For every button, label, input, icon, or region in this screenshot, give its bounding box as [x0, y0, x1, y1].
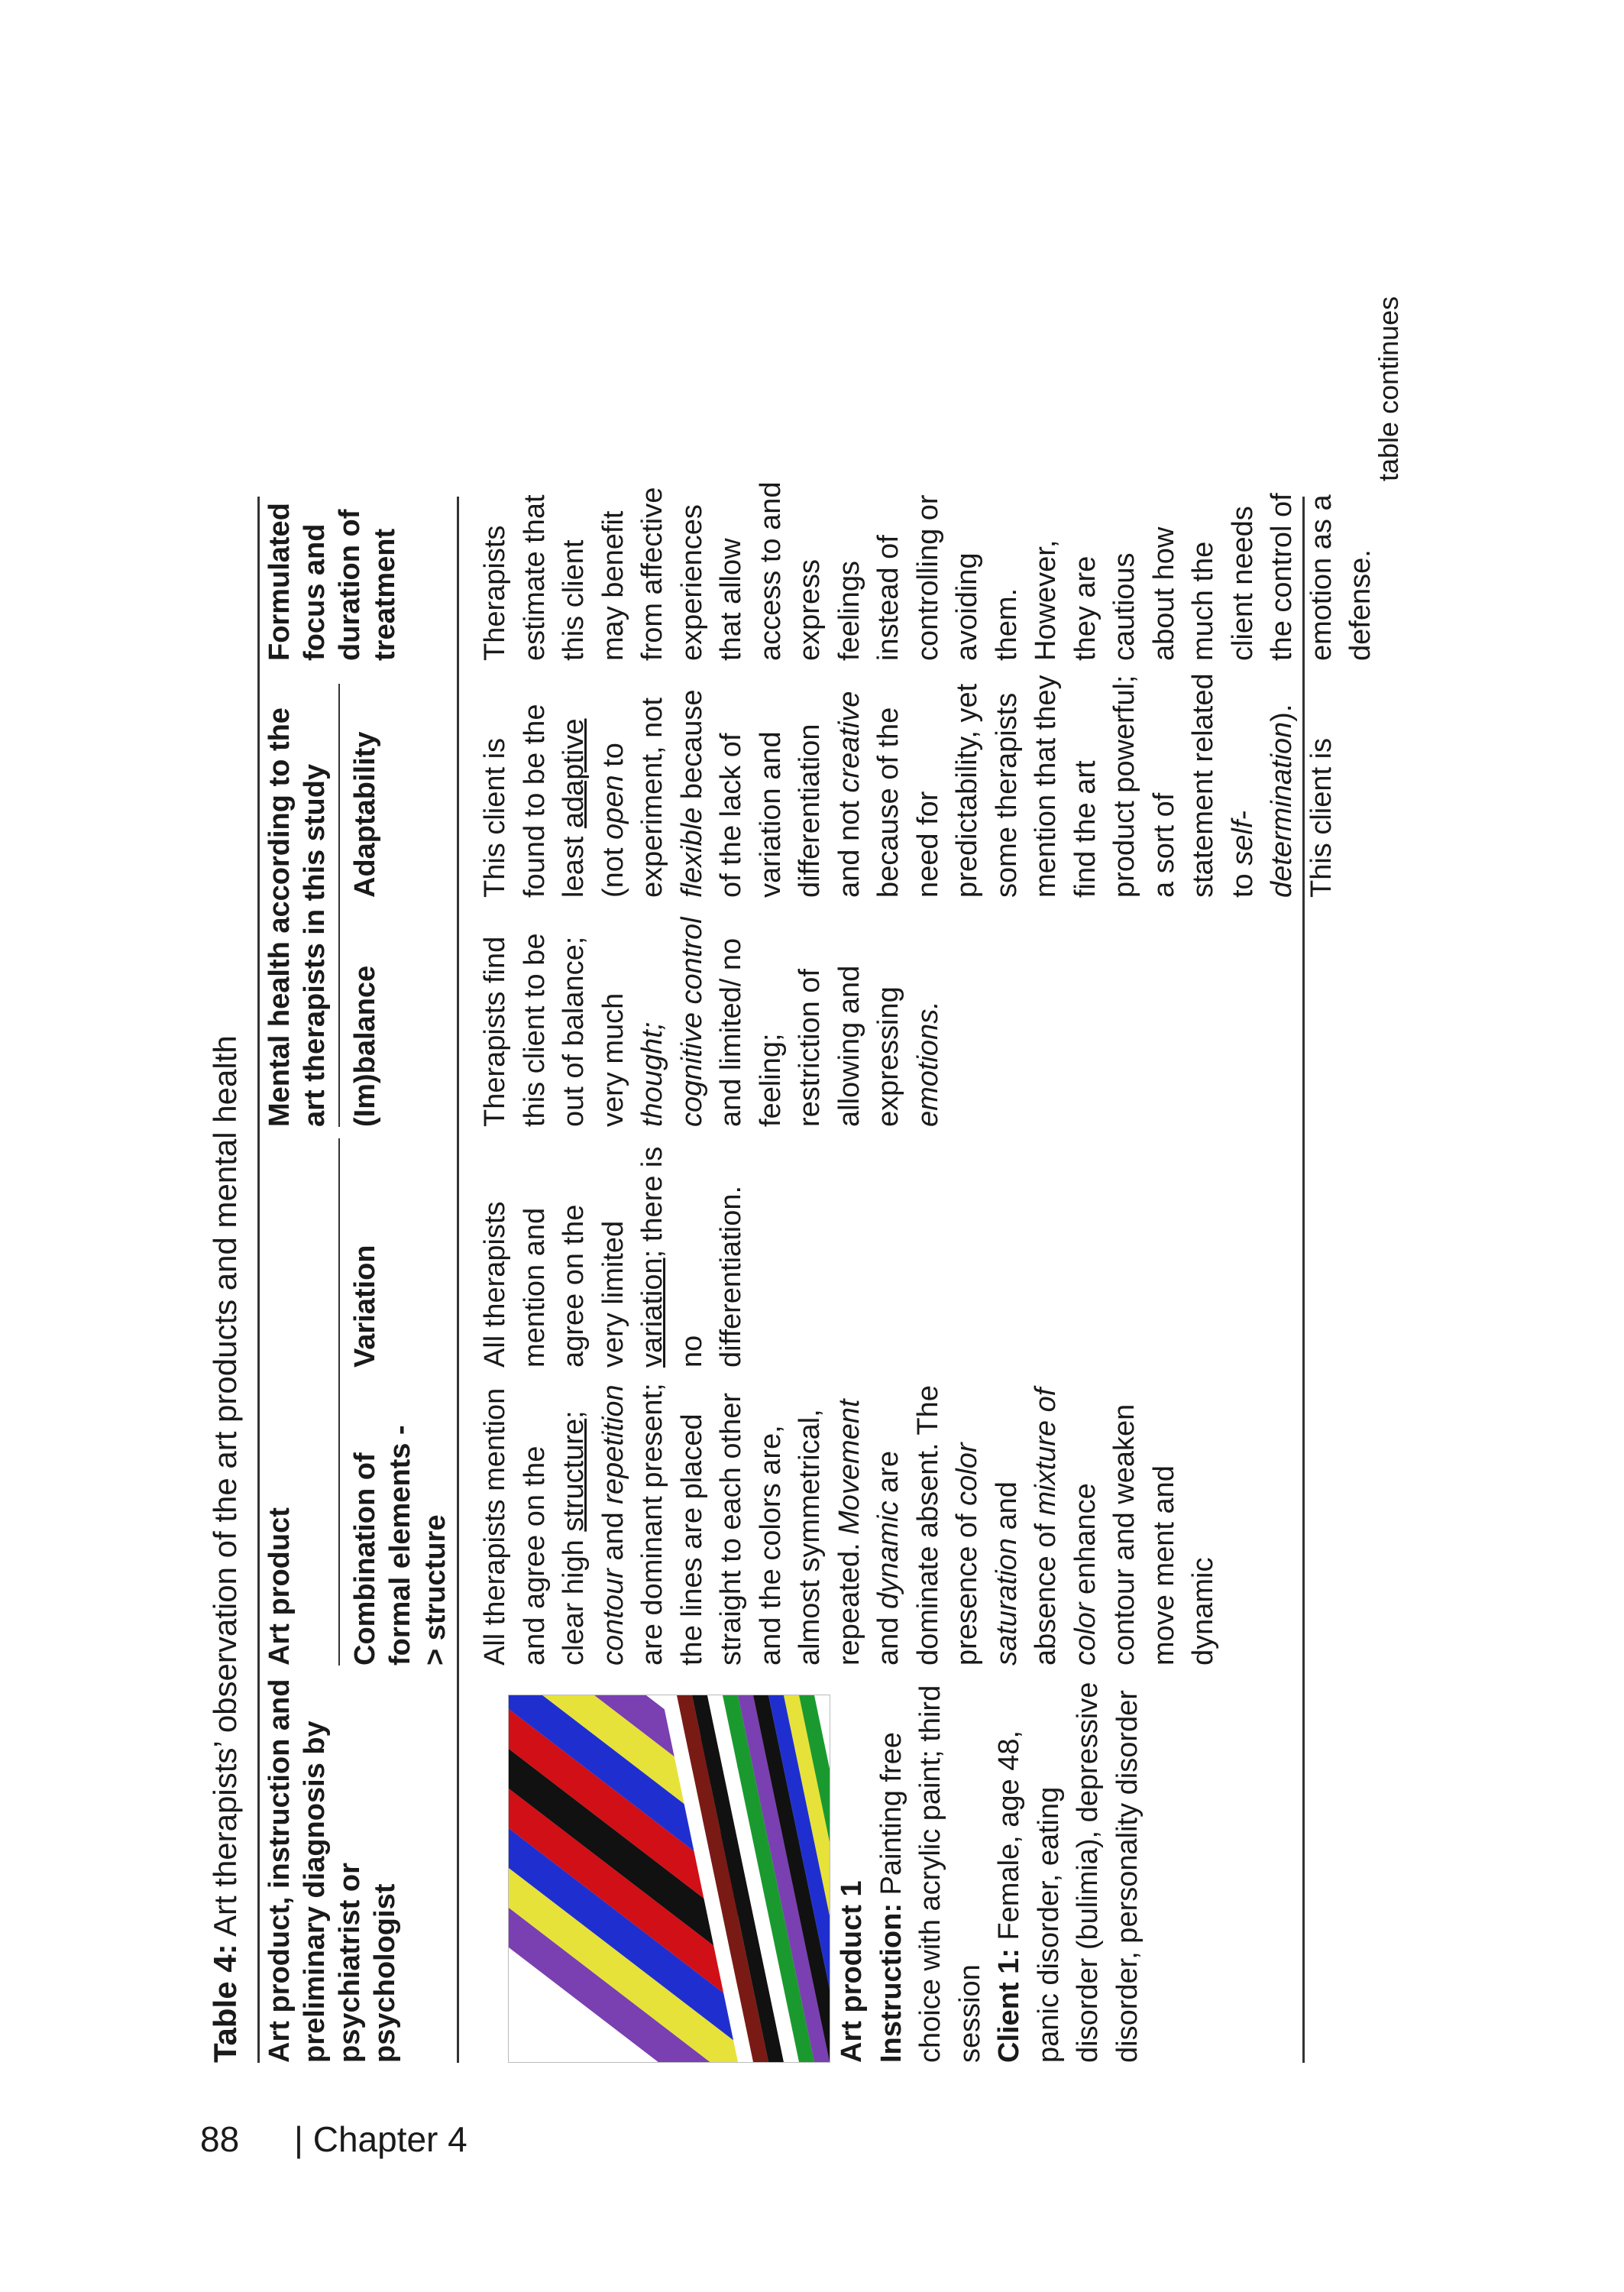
imbalance-cell: Therapists find this client to be out of balance; very much thought; cognitive control and limited/ no feeling; restriction of allowing and expressing emotions.	[479, 917, 944, 1127]
client-text: Female, age 48, panic disorder, eating disorder (bulimia), depressive disorder, personality disorder	[993, 1682, 1144, 2063]
art-product-1-description	[833, 1677, 1147, 2063]
header-col1: Art product, instruction and preliminary diagnosis by psychiatrist or psychologist	[264, 1679, 401, 2063]
chapter-label: | Chapter 4	[294, 2119, 467, 2159]
header-art-product: Art product	[264, 1507, 296, 1666]
rotated-table	[202, 191, 1463, 2063]
top-rule	[257, 497, 260, 2063]
page-number: 88	[200, 2119, 240, 2159]
caption-text: Art therapists’ observation of the art products and mental health	[207, 1035, 243, 1944]
client-label: Client 1:	[993, 1948, 1025, 2063]
header-rule	[457, 497, 459, 2063]
adaptability-cell: This client is found to be the least adaptive (not open to experiment, not flexible because of the lack of variation and differentiation and not creative because of the need for predictability, yet some therapists mention that they find the art product powerful; a sort of statement related to self-determination). This client is	[479, 673, 1338, 898]
caption-label: Table 4:	[207, 1944, 243, 2063]
art-product-subrule	[338, 1138, 340, 1666]
header-combination: Combination of formal elements -> structure	[349, 1425, 451, 1666]
header-mental-health: Mental health according to the art therapists in this study	[264, 707, 331, 1127]
header-focus: Formulated focus and duration of treatment	[264, 503, 401, 661]
instruction-label: Instruction:	[875, 1903, 907, 2063]
table-caption	[202, 1035, 248, 2063]
header-variation: Variation	[349, 1245, 381, 1368]
variation-cell: All therapists mention and agree on the very limited variation; there is no differentiation.	[479, 1146, 747, 1368]
header-adaptability: Adaptability	[349, 731, 381, 898]
art-product-label: Art product 1	[836, 1880, 868, 2063]
combination-cell: All therapists mention and agree on the clear high structure; contour and repetition are dominant present; the lines are placed straight to each other and the colors are, almost symmetrical, repeated. Movement and dynamic are dominate absent. The presence of color saturation and absence of mixture of color enhance contour and weaken move ment and dynamic	[479, 1383, 1219, 1666]
instruction-text: Painting free choice with acrylic paint; third session	[875, 1685, 986, 2063]
table-continues: table continues	[1373, 296, 1404, 481]
focus-cell: Therapists estimate that this client may benefit from affective experiences that allow access to and express feelings instead of controlling or avoiding them. However, they are cautious about how much the client needs the control of emotion as a defense.	[479, 481, 1377, 661]
art-product-1-painting	[508, 1695, 830, 2063]
header-imbalance: (Im)balance	[349, 965, 381, 1127]
mental-health-subrule	[338, 684, 340, 1127]
